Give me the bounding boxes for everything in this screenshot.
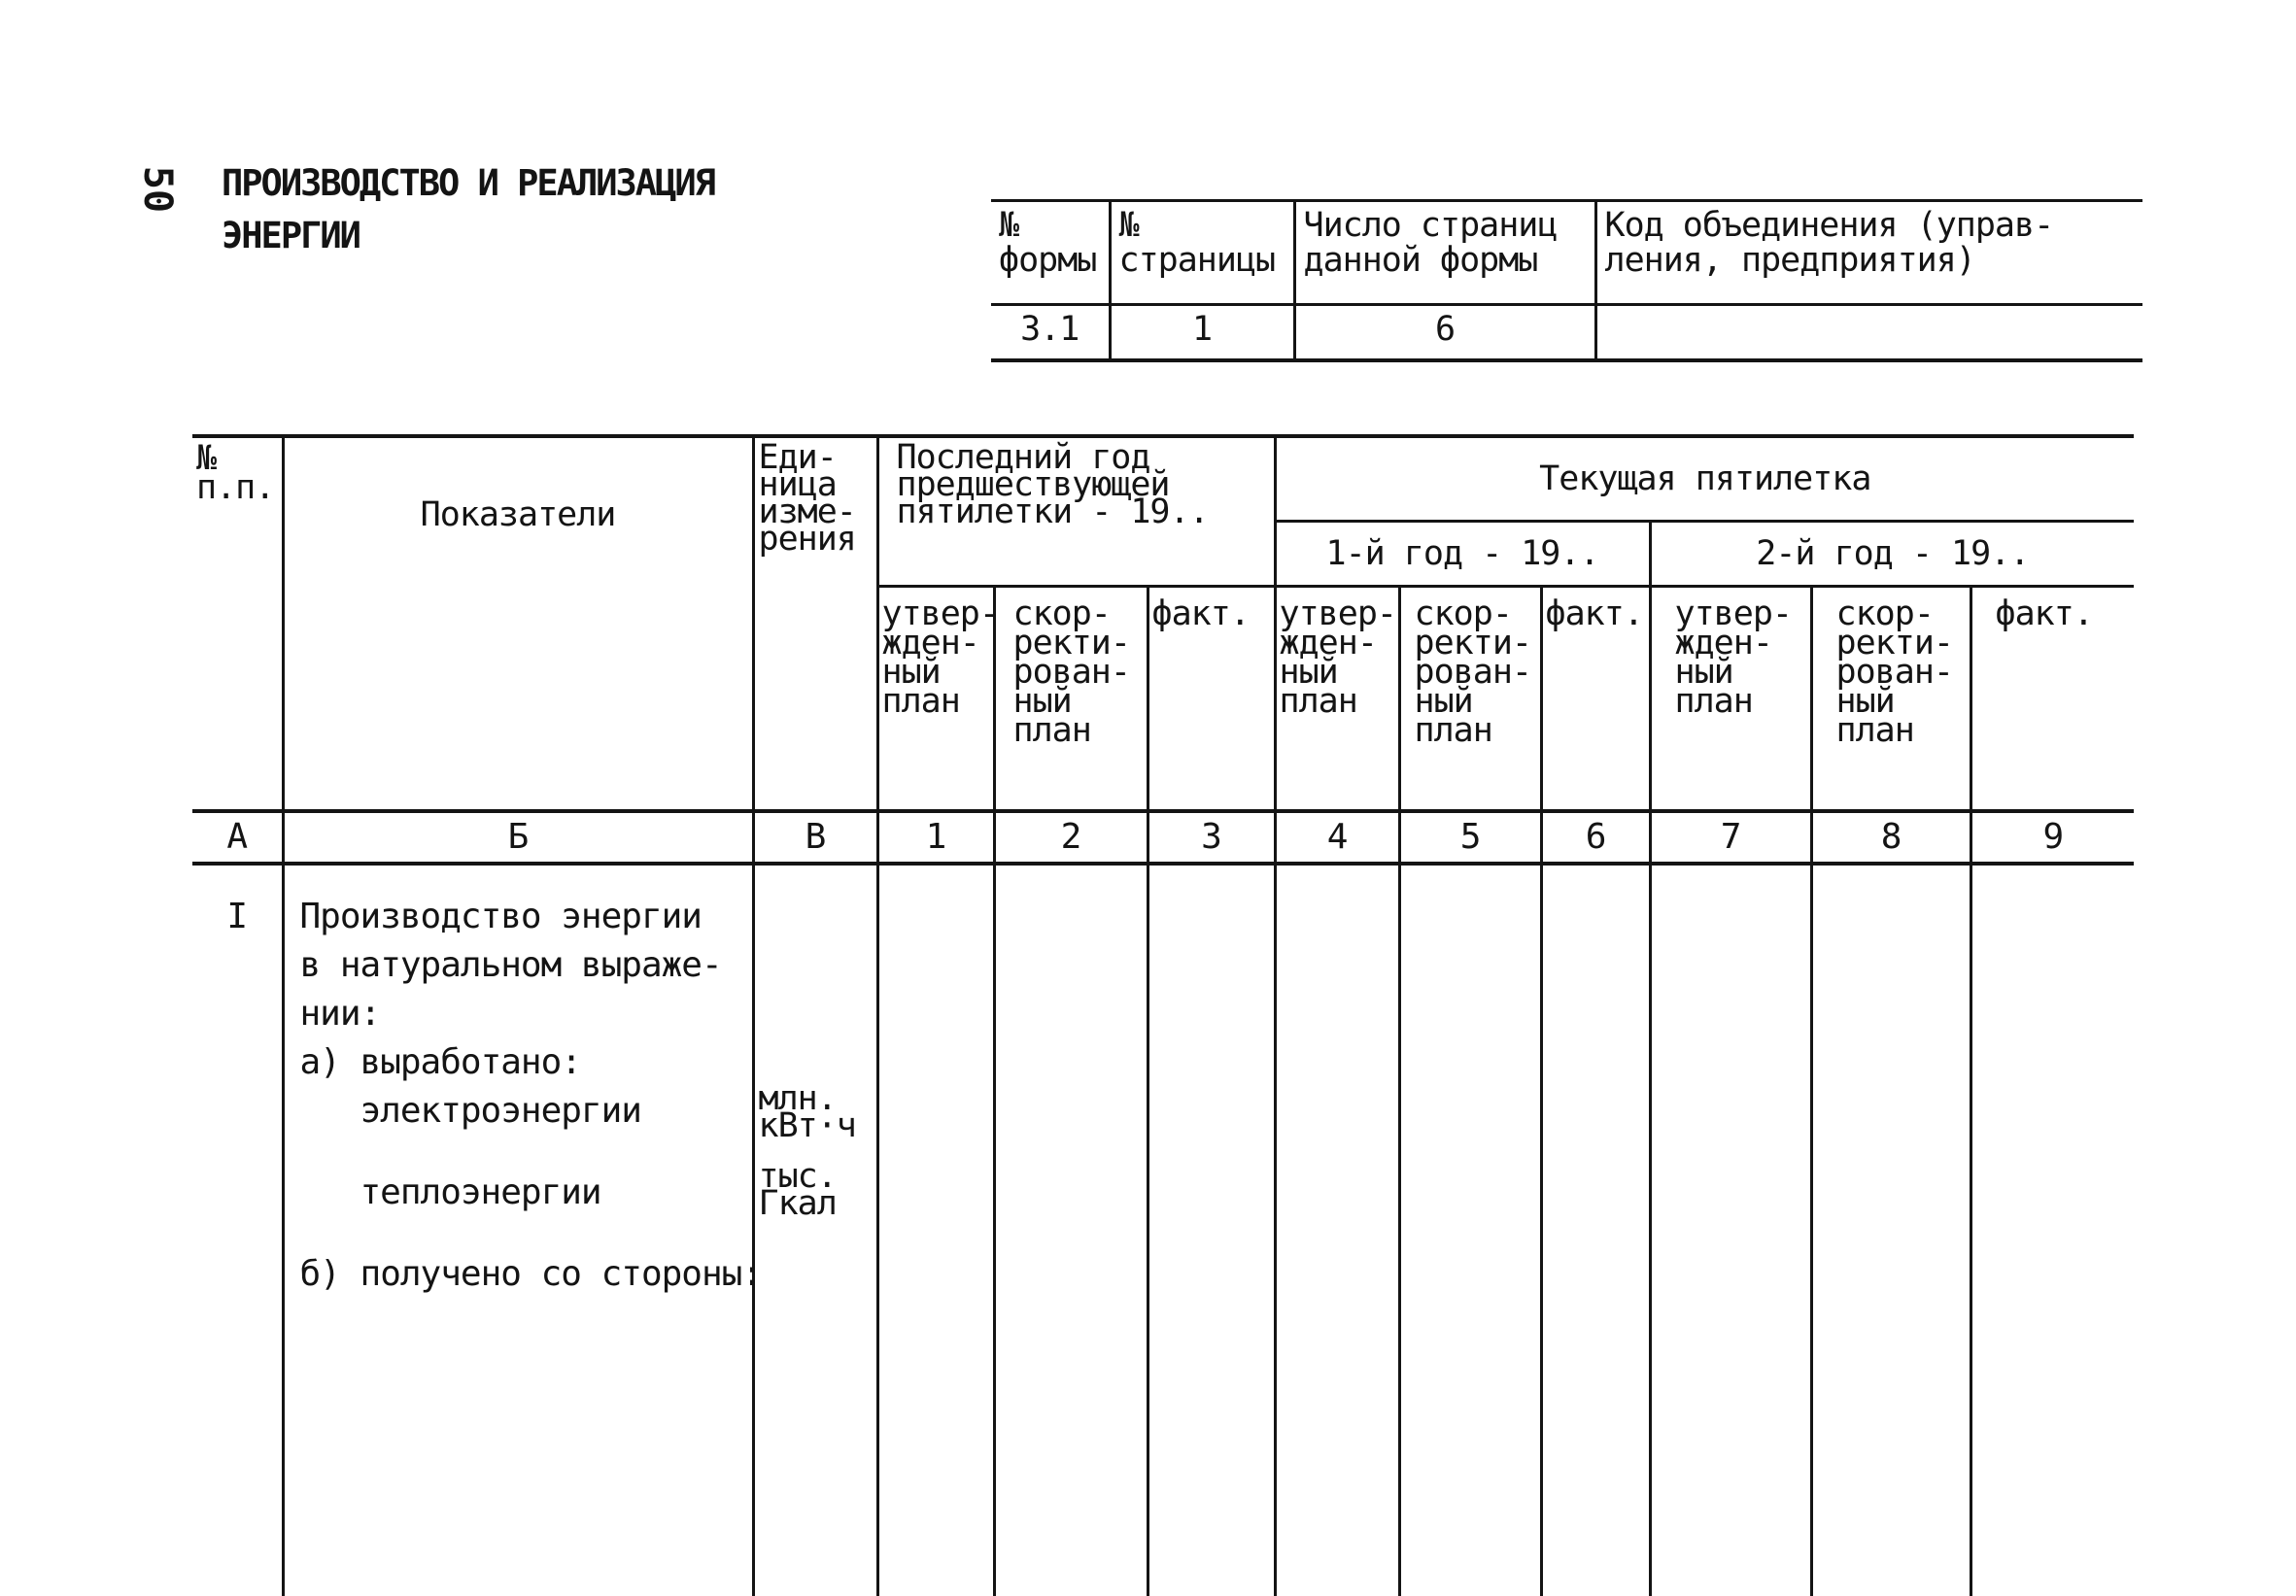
main-table [192, 434, 2134, 1596]
row-1-line-2: в натуральном выраже- [299, 945, 722, 985]
index-4: 4 [1275, 811, 1399, 864]
index-8: 8 [1811, 811, 1970, 864]
index-v: В [753, 811, 877, 864]
sub-corrected-3: скор- ректи- рован- ный план [1811, 587, 1970, 812]
row-1-units [753, 864, 877, 1596]
page-number-header: № страницы [1110, 201, 1294, 305]
row-1-cell-5 [1399, 864, 1541, 1596]
row-1-line-6: теплоэнергии [360, 1172, 601, 1212]
page-number: 50 [135, 165, 181, 214]
index-a: А [192, 811, 283, 864]
header-year-2: 2-й год - 19.. [1650, 522, 2134, 587]
header-year-1: 1-й год - 19.. [1275, 522, 1650, 587]
index-b: Б [283, 811, 753, 864]
row-1-line-3: нии: [299, 994, 381, 1034]
row-1-cell-7 [1650, 864, 1811, 1596]
index-6: 6 [1541, 811, 1650, 864]
index-9: 9 [1970, 811, 2134, 864]
row-1-line-1: Производство энергии [299, 897, 702, 936]
unit-heat: тыс. Гкал [758, 1157, 837, 1223]
org-code-value [1595, 305, 2142, 361]
page-number-value: 1 [1110, 305, 1294, 361]
row-1-cell-8 [1811, 864, 1970, 1596]
index-5: 5 [1399, 811, 1541, 864]
sub-fact-1: факт. [1148, 587, 1275, 812]
sub-approved-1: утвер- жден- ный план [877, 587, 994, 812]
page-count-value: 6 [1294, 305, 1595, 361]
row-1-indicator [283, 864, 762, 1596]
page-count-header: Число страниц данной формы [1294, 201, 1595, 305]
index-7: 7 [1650, 811, 1811, 864]
unit-electricity: млн. кВт·ч [758, 1079, 856, 1145]
row-1-cell-3 [1148, 864, 1275, 1596]
row-1-line-4: а) выработано: [299, 1042, 581, 1082]
header-row-number: № п.п. [192, 436, 283, 811]
document-title: ПРОИЗВОДСТВО И РЕАЛИЗАЦИЯ ЭНЕРГИИ [222, 162, 714, 256]
header-unit: Еди- ница изме- рения [753, 436, 877, 811]
row-1-cell-1 [877, 864, 994, 1596]
sub-fact-2: факт. [1541, 587, 1650, 812]
sub-approved-3: утвер- жден- ный план [1650, 587, 1811, 812]
index-3: 3 [1148, 811, 1275, 864]
row-1-number: I [192, 864, 283, 1596]
header-current-plan: Текущая пятилетка [1275, 436, 2134, 522]
form-number-header: № формы [991, 201, 1110, 305]
sub-fact-3: факт. [1970, 587, 2134, 812]
row-1-cell-6 [1541, 864, 1650, 1596]
row-1-cell-2 [994, 864, 1148, 1596]
row-1-cell-9 [1970, 864, 2134, 1596]
row-1-line-7: б) получено со стороны: [299, 1254, 762, 1294]
sub-corrected-1: скор- ректи- рован- ный план [994, 587, 1148, 812]
index-2: 2 [994, 811, 1148, 864]
sub-corrected-2: скор- ректи- рован- ный план [1399, 587, 1541, 812]
form-info-table [991, 199, 2142, 362]
row-1-line-5: электроэнергии [360, 1091, 641, 1131]
form-number-value: 3.1 [991, 305, 1110, 361]
index-1: 1 [877, 811, 994, 864]
row-1-cell-4 [1275, 864, 1399, 1596]
org-code-header: Код объединения (управ- ления, предприятия) [1595, 201, 2142, 305]
header-last-year: Последний год предшествующей пятилетки - 19.. [877, 436, 1275, 587]
header-indicators: Показатели [283, 436, 753, 811]
sub-approved-2: утвер- жден- ный план [1275, 587, 1399, 812]
